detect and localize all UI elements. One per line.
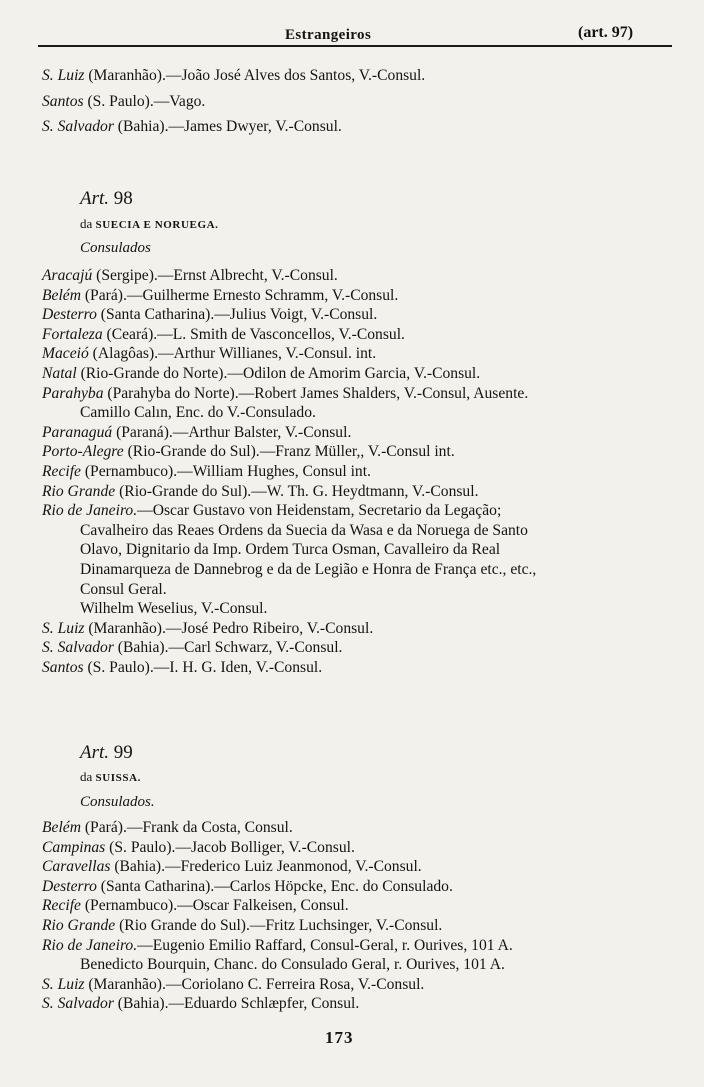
entry-line [42, 619, 373, 639]
entry-place: Aracajú [42, 267, 93, 284]
country-name: SUECIA E NORUEGA. [95, 219, 219, 231]
header-title: Estrangeiros [285, 27, 372, 43]
header-rule [38, 45, 672, 47]
entry-line [42, 364, 480, 384]
entry-text: (Rio-Grande do Norte).—Odilon de Amorim Garcia, V.-Consul. [76, 365, 481, 382]
entry-place: Belém [42, 286, 81, 304]
entry-line [42, 66, 425, 86]
entry-text: (Ceará).—L. Smith de Vasconcellos, V.-Consul. [102, 325, 405, 343]
entry-place: Maceió [42, 345, 89, 363]
entry-line [42, 462, 371, 482]
entry-line [80, 540, 500, 560]
entry-place: S. Luiz [42, 619, 85, 637]
article-heading [80, 742, 133, 764]
entry-line [80, 599, 267, 619]
article-number: 98 [113, 188, 133, 209]
entry-place: Recife [42, 897, 81, 915]
section-title: Consulados. [80, 794, 155, 810]
entry-text: Consul Geral. [80, 580, 167, 598]
entry-text: (Maranhão).—João José Alves dos Santos, V.-Consul. [84, 67, 426, 84]
entry-place: Rio Grande [42, 917, 116, 934]
entry-line [42, 857, 422, 877]
entry-text: (Pernambuco).—William Hughes, Consul int. [80, 463, 371, 480]
entry-text: Wilhelm Weselius, V.-Consul. [80, 600, 268, 618]
entry-place: Parahyba [42, 384, 104, 402]
entry-text: Cavalheiro das Reaes Ordens da Suecia da Wasa e da Noruega de Santo [80, 521, 528, 539]
entry-line [42, 286, 398, 306]
entry-place: S. Luiz [42, 975, 85, 993]
entry-place: S. Luiz [42, 67, 85, 84]
entry-place: Desterro [42, 306, 97, 324]
entry-line [42, 482, 478, 502]
entry-text: (Rio Grande do Sul).—Fritz Luchsinger, V.-Consul. [115, 917, 443, 934]
entry-text: (Bahia).—Carl Schwarz, V.-Consul. [113, 639, 343, 657]
entry-line [42, 92, 205, 112]
entry-place: Rio de Janeiro. [42, 502, 138, 520]
entry-line [42, 658, 322, 678]
entry-line [42, 994, 359, 1014]
entry-line [42, 117, 342, 137]
entry-text: (S. Paulo).—I. H. G. Iden, V.-Consul. [83, 659, 323, 676]
article-word: Art. [80, 188, 110, 209]
entry-line [42, 344, 376, 364]
entry-text: Camillo Calın, Enc. do V.-Consulado. [80, 404, 316, 422]
entry-text: (Rio-Grande do Sul).—Franz Müller,, V.-Consul int. [123, 443, 455, 461]
entry-place: Campinas [42, 838, 106, 856]
entry-text: (Maranhão).—José Pedro Ribeiro, V.-Consul. [84, 619, 374, 637]
entry-text: (Bahia).—James Dwyer, V.-Consul. [113, 118, 342, 135]
entry-place: Rio de Janeiro. [42, 936, 138, 954]
entry-text: Olavo, Dignitario da Imp. Ordem Turca Osman, Cavalleiro da Real [80, 541, 501, 559]
entry-line [80, 521, 528, 541]
entry-line [42, 305, 377, 325]
entry-text: Benedicto Bourquin, Chanc. do Consulado Geral, r. Ourives, 101 A. [80, 956, 505, 974]
entry-line [42, 638, 342, 658]
entry-line [42, 916, 442, 936]
entry-line [80, 955, 505, 975]
entry-place: S. Salvador [42, 995, 114, 1013]
entry-line [42, 501, 501, 521]
entry-line [42, 838, 355, 858]
entry-line [42, 384, 528, 404]
section-title: Consulados [80, 240, 151, 256]
entry-place: Santos [42, 93, 84, 110]
entry-place: Rio Grande [42, 482, 116, 500]
entry-text: (Alagôas).—Arthur Willianes, V.-Consul. int. [88, 345, 377, 363]
entry-line [42, 975, 424, 995]
entry-place: Porto-Alegre [42, 443, 124, 461]
entry-text: (Sergipe).—Ernst Albrecht, V.-Consul. [92, 267, 338, 284]
entry-text: (Bahia).—Frederico Luiz Jeanmonod, V.-Consul. [110, 858, 422, 876]
entry-text: (Parahyba do Norte).—Robert James Shalders, V.-Consul, Ausente. [103, 384, 529, 402]
entry-text: (S. Paulo).—Vago. [83, 93, 206, 110]
entry-line [42, 936, 513, 956]
entry-place: Santos [42, 659, 84, 676]
entry-place: Natal [42, 365, 77, 382]
entry-line [80, 403, 316, 423]
entry-place: Fortaleza [42, 325, 103, 343]
entry-place: Recife [42, 463, 81, 480]
header-article-ref: (art. 97) [578, 24, 634, 41]
entry-line [42, 423, 351, 443]
entry-text: (Rio-Grande do Sul).—W. Th. G. Heydtmann, V.-Consul. [115, 482, 479, 500]
entry-place: Belém [42, 819, 81, 836]
page-number: 173 [325, 1028, 354, 1047]
entry-text: —Eugenio Emilio Raffard, Consul-Geral, r. Ourives, 101 A. [137, 936, 513, 954]
article-word: Art. [80, 742, 110, 763]
entry-text: (Bahia).—Eduardo Schlæpfer, Consul. [113, 995, 360, 1013]
entry-line [80, 580, 167, 600]
entry-text: —Oscar Gustavo von Heidenstam, Secretario da Legação; [137, 502, 502, 520]
entry-text: (S. Paulo).—Jacob Bolliger, V.-Consul. [105, 838, 355, 856]
entry-text: (Pará).—Frank da Costa, Consul. [80, 819, 293, 836]
entry-line [80, 560, 536, 580]
entry-text: Dinamarqueza de Dannebrog e da de Legião e Honra de França etc., etc., [80, 561, 537, 578]
entry-text: (Pará).—Guilherme Ernesto Schramm, V.-Consul. [80, 286, 399, 304]
entry-line [42, 442, 455, 462]
entry-line [42, 325, 405, 345]
entry-text: (Maranhão).—Coriolano C. Ferreira Rosa, V.-Consul. [84, 975, 425, 993]
article-country: da SUECIA E NORUEGA. [80, 216, 219, 231]
entry-place: Paranaguá [42, 423, 113, 441]
article-country: da SUISSA. [80, 769, 142, 784]
entry-text: (Pernambuco).—Oscar Falkeisen, Consul. [80, 897, 349, 915]
entry-line [42, 877, 453, 897]
entry-place: S. Salvador [42, 118, 114, 135]
entry-text: (Paraná).—Arthur Balster, V.-Consul. [112, 423, 352, 441]
entry-line [42, 818, 293, 838]
entry-place: S. Salvador [42, 639, 114, 657]
country-name: SUISSA. [95, 772, 142, 784]
entry-text: (Santa Catharina).—Carlos Höpcke, Enc. do Consulado. [96, 877, 453, 895]
entry-place: Desterro [42, 877, 97, 895]
entry-place: Caravellas [42, 858, 111, 876]
entry-text: (Santa Catharina).—Julius Voigt, V.-Consul. [96, 306, 378, 324]
article-number: 99 [113, 742, 133, 763]
article-heading [80, 188, 133, 210]
entry-line [42, 896, 349, 916]
entry-line [42, 266, 338, 286]
